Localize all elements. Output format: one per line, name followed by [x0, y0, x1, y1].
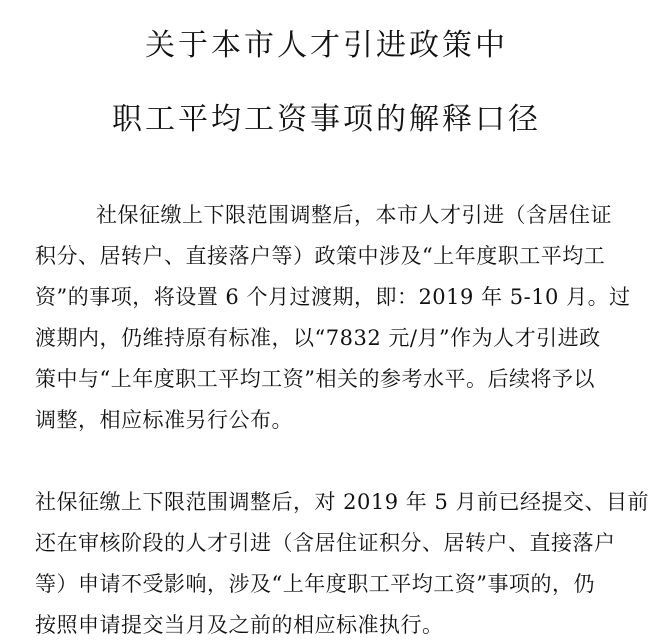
paragraph-1-line-3: 资”的事项，将设置 6 个月过渡期，即：2019 年 5-10 月。过 — [35, 285, 631, 309]
document-title-line-1: 关于本市人才引进政策中 — [145, 28, 508, 63]
paragraph-2-line-4: 按照申请提交当月及之前的相应标准执行。 — [35, 613, 444, 637]
paragraph-2-line-3: 等）申请不受影响，涉及“上年度职工平均工资”事项的，仍 — [35, 572, 595, 596]
paragraph-1-line-1: 社保征缴上下限范围调整后，本市人才引进（含居住证 — [96, 203, 612, 227]
paragraph-2-line-1: 社保征缴上下限范围调整后，对 2019 年 5 月前已经提交、目前 — [35, 490, 650, 514]
paragraph-2-line-2: 还在审核阶段的人才引进（含居住证积分、居转户、直接落户 — [35, 531, 616, 555]
paragraph-1-line-6: 调整，相应标准另行公布。 — [35, 408, 293, 432]
paragraph-1-line-2: 积分、居转户、直接落户等）政策中涉及“上年度职工平均工 — [35, 244, 606, 268]
document-title-line-2: 职工平均工资事项的解释口径 — [112, 102, 541, 137]
paragraph-1-line-4: 渡期内，仍维持原有标准，以“7832 元/月”作为人才引进政 — [35, 326, 601, 350]
paragraph-1-line-5: 策中与“上年度职工平均工资”相关的参考水平。后续将予以 — [35, 367, 595, 391]
